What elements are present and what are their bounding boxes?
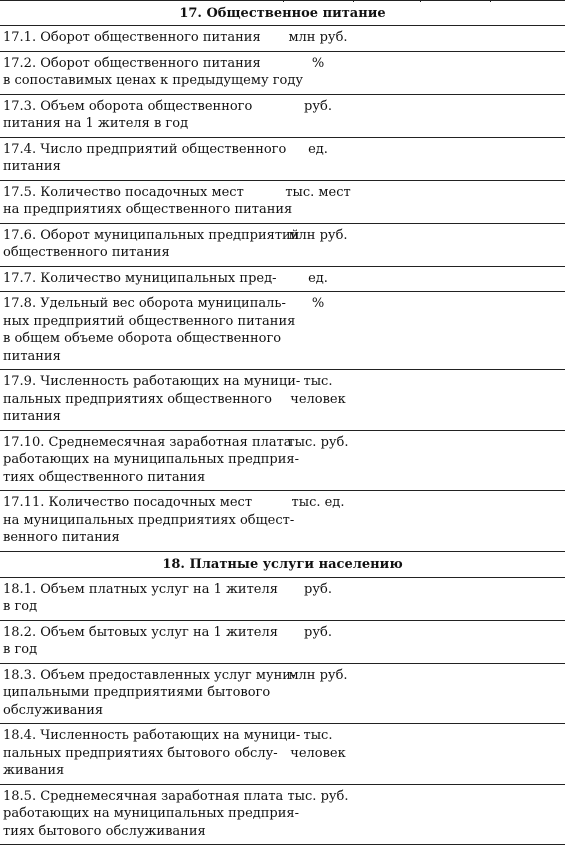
- indicator-name: [0, 267, 282, 292]
- indicator-name: [0, 724, 282, 784]
- table-row: [0, 664, 565, 725]
- table-row: [0, 52, 565, 95]
- indicator-name-line: 18.3. Объем предоставленных услуг муни-: [3, 667, 282, 685]
- indicator-name-line: в год: [3, 641, 282, 659]
- column-divider: [490, 0, 491, 2]
- unit-line: тыс. ед.: [283, 494, 353, 512]
- indicator-name: [0, 491, 282, 551]
- indicator-name-line: 17.11. Количество посадочных мест: [3, 494, 282, 512]
- indicator-name-line: питания на 1 жителя в год: [3, 115, 282, 133]
- unit-line: %: [283, 55, 353, 73]
- indicator-name-line: венного питания: [3, 529, 282, 547]
- table-row: [0, 267, 565, 293]
- indicator-name-line: тиях бытового обслуживания: [3, 823, 282, 841]
- unit-of-measure: [283, 434, 353, 452]
- unit-of-measure: [283, 98, 353, 116]
- unit-line: тыс.: [283, 727, 353, 745]
- indicator-name-line: 17.3. Объем оборота общественного: [3, 98, 282, 116]
- indicator-name-line: в год: [3, 598, 282, 616]
- section-title: 18. Платные услуги населению: [162, 557, 402, 572]
- section-header: [0, 552, 565, 578]
- unit-line: млн руб.: [283, 29, 353, 47]
- indicator-name-line: питания: [3, 348, 282, 366]
- unit-line: руб.: [283, 581, 353, 599]
- indicator-name-line: в общем объеме оборота общественного: [3, 330, 282, 348]
- unit-of-measure: [283, 667, 353, 685]
- unit-line: руб.: [283, 98, 353, 116]
- unit-of-measure: [283, 494, 353, 512]
- indicator-name: [0, 181, 282, 223]
- indicator-name-line: 18.4. Численность работающих на муници-: [3, 727, 282, 745]
- indicator-name-line: 17.4. Число предприятий общественного: [3, 141, 282, 159]
- section-header: [0, 0, 565, 26]
- unit-of-measure: [283, 184, 353, 202]
- unit-line: млн руб.: [283, 227, 353, 245]
- unit-of-measure: [283, 373, 353, 408]
- table-row: [0, 26, 565, 52]
- table-row: [0, 138, 565, 181]
- unit-line: тыс. мест: [283, 184, 353, 202]
- table-row: [0, 621, 565, 664]
- unit-of-measure: [283, 141, 353, 159]
- indicator-name: [0, 138, 282, 180]
- indicator-name: [0, 292, 282, 369]
- unit-line: человек: [283, 391, 353, 409]
- indicator-name-line: работающих на муниципальных предприя-: [3, 451, 282, 469]
- table-row: [0, 431, 565, 492]
- table-row: [0, 370, 565, 431]
- indicator-name-line: 17.2. Оборот общественного питания: [3, 55, 282, 73]
- indicator-name: [0, 621, 282, 663]
- section-title: 17. Общественное питание: [179, 6, 385, 21]
- indicator-name: [0, 664, 282, 724]
- indicator-name-line: 17.10. Среднемесячная заработная плата: [3, 434, 282, 452]
- indicator-name-line: ципальными предприятиями бытового: [3, 684, 282, 702]
- unit-line: руб.: [283, 624, 353, 642]
- unit-line: ед.: [283, 270, 353, 288]
- indicator-name-line: пальных предприятиях бытового обслу-: [3, 745, 282, 763]
- indicator-name: [0, 224, 282, 266]
- unit-of-measure: [283, 624, 353, 642]
- unit-line: млн руб.: [283, 667, 353, 685]
- unit-line: человек: [283, 745, 353, 763]
- indicator-name: [0, 52, 282, 94]
- unit-of-measure: [283, 29, 353, 47]
- column-divider: [283, 0, 284, 2]
- unit-of-measure: [283, 227, 353, 245]
- table-row: [0, 292, 565, 370]
- indicator-name: [0, 431, 282, 491]
- indicator-name: [0, 370, 282, 430]
- unit-of-measure: [283, 581, 353, 599]
- indicator-name-line: ных предприятий общественного питания: [3, 313, 282, 331]
- indicator-name: [0, 578, 282, 620]
- indicator-name-line: 17.1. Оборот общественного питания: [3, 29, 282, 47]
- indicator-name-line: в сопоставимых ценах к предыдущему году: [3, 72, 282, 90]
- indicator-name: [0, 26, 282, 51]
- indicator-name: [0, 785, 282, 845]
- indicator-name-line: питания: [3, 158, 282, 176]
- table-row: [0, 578, 565, 621]
- unit-line: тыс. руб.: [283, 434, 353, 452]
- indicator-name: [0, 95, 282, 137]
- unit-of-measure: [283, 55, 353, 73]
- indicator-name-line: обслуживания: [3, 702, 282, 720]
- indicator-name-line: 18.1. Объем платных услуг на 1 жителя: [3, 581, 282, 599]
- indicator-name-line: пальных предприятиях общественного: [3, 391, 282, 409]
- unit-of-measure: [283, 727, 353, 762]
- unit-line: %: [283, 295, 353, 313]
- indicator-name-line: живания: [3, 762, 282, 780]
- unit-of-measure: [283, 295, 353, 313]
- indicator-name-line: 17.8. Удельный вес оборота муниципаль-: [3, 295, 282, 313]
- column-divider: [420, 0, 421, 2]
- unit-line: тыс. руб.: [283, 788, 353, 806]
- indicator-name-line: 18.5. Среднемесячная заработная плата: [3, 788, 282, 806]
- indicator-name-line: 17.6. Оборот муниципальных предприятий: [3, 227, 282, 245]
- indicator-name-line: на предприятиях общественного питания: [3, 201, 282, 219]
- indicator-name-line: питания: [3, 408, 282, 426]
- table-row: [0, 95, 565, 138]
- unit-of-measure: [283, 788, 353, 806]
- indicator-name-line: 17.9. Численность работающих на муници-: [3, 373, 282, 391]
- table-row: [0, 224, 565, 267]
- indicator-name-line: на муниципальных предприятиях общест-: [3, 512, 282, 530]
- indicator-name-line: 17.7. Количество муниципальных пред-: [3, 270, 282, 288]
- unit-line: ед.: [283, 141, 353, 159]
- indicator-name-line: работающих на муниципальных предприя-: [3, 805, 282, 823]
- indicator-name-line: 18.2. Объем бытовых услуг на 1 жителя: [3, 624, 282, 642]
- table-row: [0, 491, 565, 552]
- column-divider: [353, 0, 354, 2]
- indicator-name-line: общественного питания: [3, 244, 282, 262]
- unit-of-measure: [283, 270, 353, 288]
- table-row: [0, 785, 565, 845]
- table-row: [0, 181, 565, 224]
- indicator-name-line: 17.5. Количество посадочных мест: [3, 184, 282, 202]
- indicator-name-line: тиях общественного питания: [3, 469, 282, 487]
- table-row: [0, 724, 565, 785]
- unit-line: тыс.: [283, 373, 353, 391]
